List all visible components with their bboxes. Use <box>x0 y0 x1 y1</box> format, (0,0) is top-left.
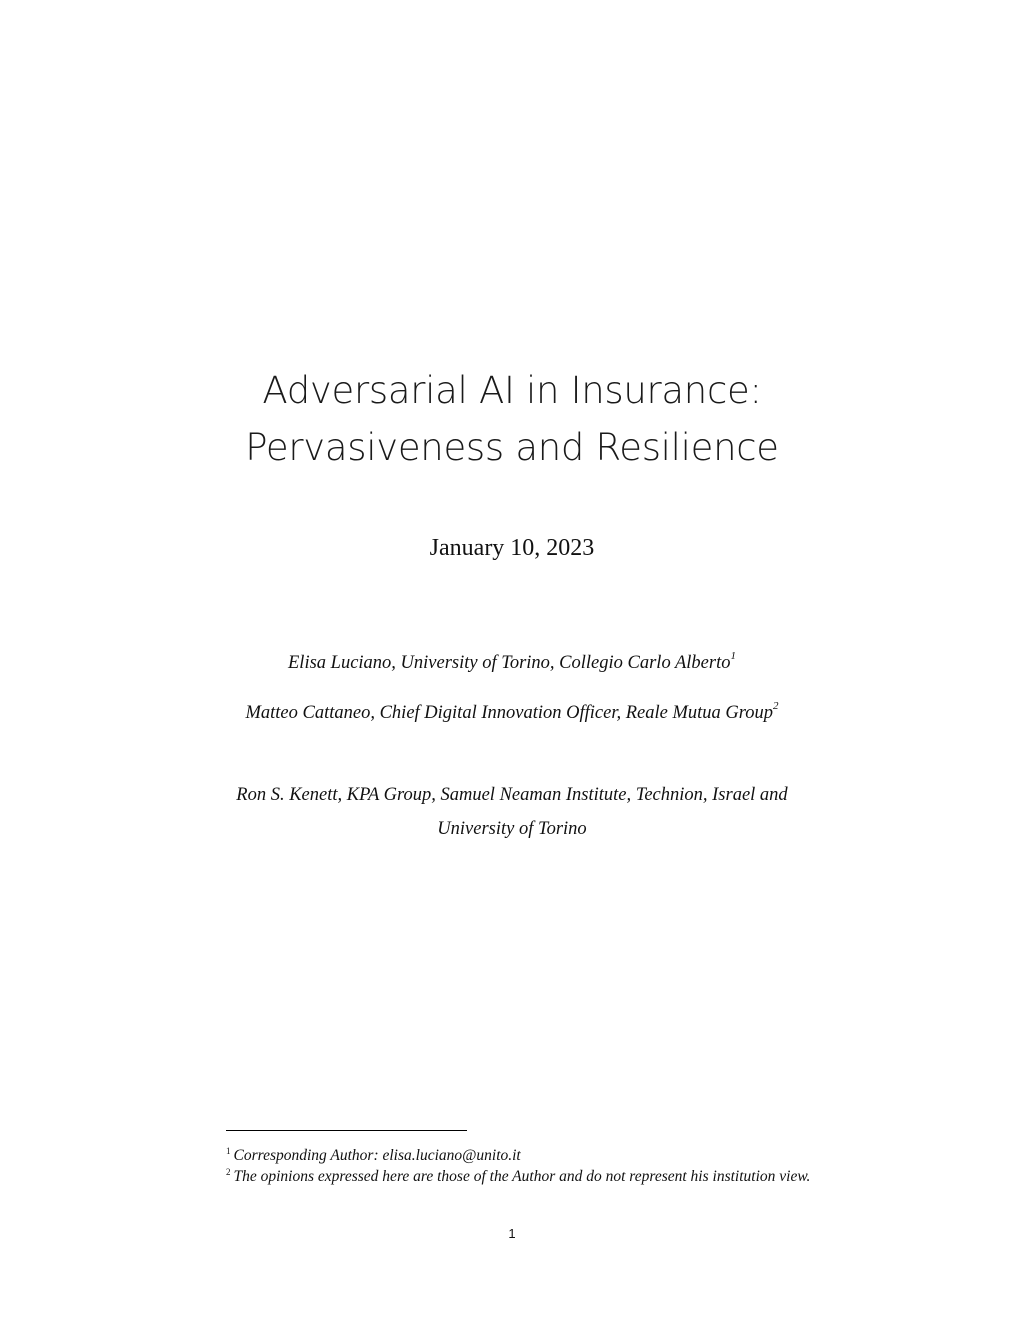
footnote-ref: 2 <box>773 699 779 712</box>
page-number: 1 <box>508 1226 516 1241</box>
author-affiliation-1 <box>212 646 812 680</box>
paper-title <box>0 362 1024 476</box>
publication-date: January 10, 2023 <box>429 535 595 561</box>
author-affiliation-3 <box>212 778 812 846</box>
footnote-ref: 1 <box>730 649 736 662</box>
footnote-2 <box>226 1163 826 1186</box>
author-text: Matteo Cattaneo, Chief Digital Innovation Officer, Reale Mutua Group <box>245 703 774 723</box>
footnote-separator <box>226 1130 467 1131</box>
author-text: Ron S. Kenett, KPA Group, Samuel Neaman Institute, Technion, Israel and University of Torino <box>236 785 788 839</box>
author-affiliation-2 <box>212 696 812 730</box>
footnote-mark: 1 <box>226 1146 231 1156</box>
author-text: Elisa Luciano, University of Torino, Collegio Carlo Alberto <box>288 653 731 673</box>
footnote-mark: 2 <box>226 1167 231 1177</box>
footnote-text: Corresponding Author: elisa.luciano@unito.it <box>233 1147 521 1165</box>
title-line-2: Pervasiveness and Resilience <box>245 426 779 469</box>
footnote-text: The opinions expressed here are those of the Author and do not represent his institution view. <box>233 1168 811 1186</box>
title-line-1: Adversarial AI in Insurance: <box>262 369 762 412</box>
footnote-1 <box>226 1142 826 1165</box>
